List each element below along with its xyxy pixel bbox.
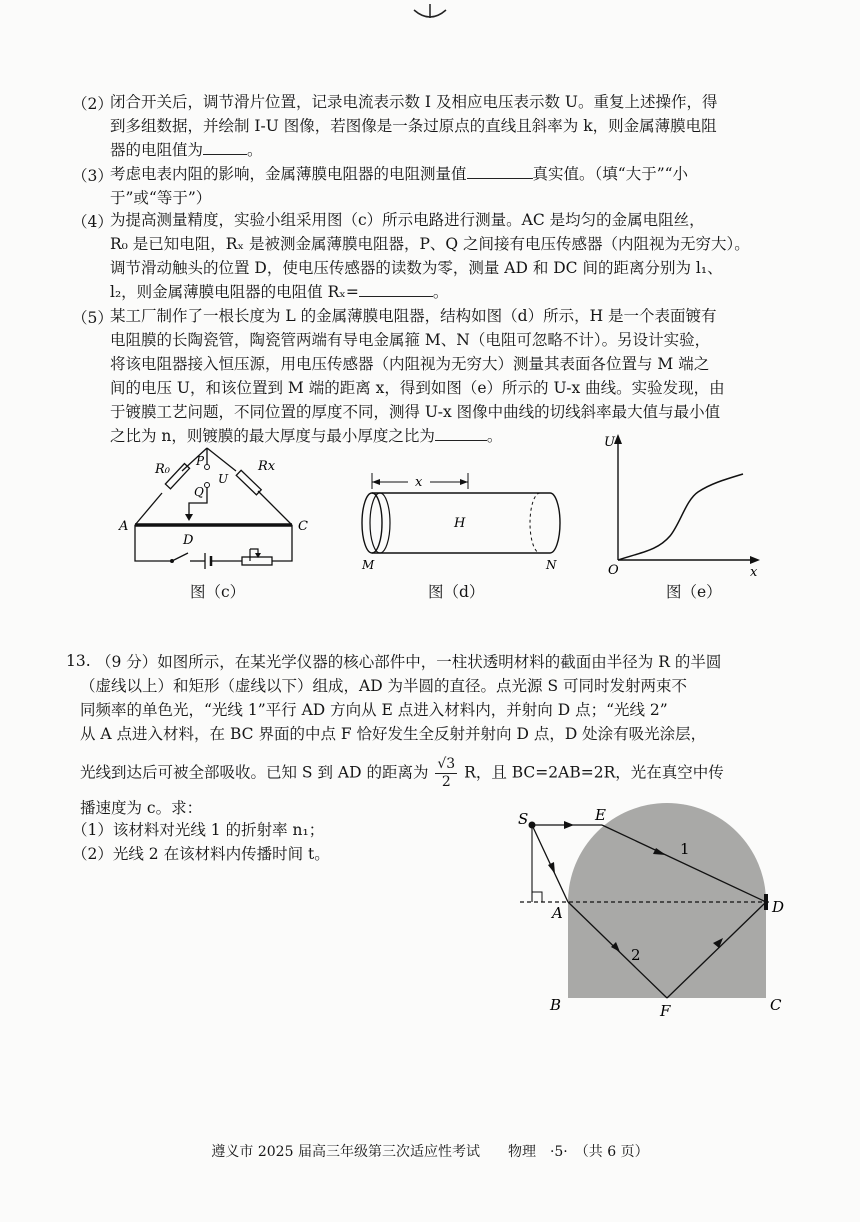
label-a: A [552,904,563,922]
arrow [548,862,555,874]
label-e: E [595,806,606,824]
text-span: 考虑电表内阻的影响，金属薄膜电阻器的电阻测量值 [110,165,467,183]
label-a: A [119,519,129,534]
answer-blank[interactable] [467,178,533,179]
text-line [110,138,263,162]
text-line: 为提高测量精度，实验小组采用图（c）所示电路进行测量。AC 是均匀的金属电阻丝， [110,211,705,229]
rheostat [242,557,272,565]
text-line [110,162,688,186]
page-footer: 遵义市 2025 届高三年级第三次适应性考试 物理 ·5· （共 6 页） [211,1144,649,1160]
text-line: 电阻膜的长陶瓷管，陶瓷管两端有导电金属箍 M、N（电阻可忽略不计）。另设计实验， [110,331,711,349]
answer-blank[interactable] [435,440,487,441]
text-span: 。 [486,427,503,445]
wire [135,493,162,525]
fraction-denominator: 2 [441,774,451,790]
text-line: 闭合开关后，调节滑片位置，记录电流表示数 I 及相应电压表示数 U。重复上述操作，得 [110,93,718,111]
x-axis-arrow [750,556,760,564]
ring-n [550,493,560,553]
text-line: （9 分）如图所示，在某光学仪器的核心部件中，一柱状透明材料的截面由半径为 R 的半圆 [96,653,722,671]
text-line: 于镀膜工艺问题，不同位置的厚度不同，测得 U-x 图像中曲线的切线斜率最大值与最小值 [110,403,721,421]
wire [135,525,172,561]
label-o: O [608,563,619,578]
text-line: 到多组数据，并绘制 I-U 图像，若图像是一条过原点的直线且斜率为 k，则金属薄膜电阻 [110,117,717,135]
label-ray-2: 2 [631,946,641,964]
question-number: 13. [66,652,91,670]
label-p: P [196,454,205,468]
fraction-numerator: √3 [437,756,456,772]
text-line: （虚线以上）和矩形（虚线以下）组成，AD 为半圆的直径。点光源 S 可同时发射两束不 [80,677,688,695]
arrow-left [372,479,380,485]
label-rx: Rx [258,459,276,474]
label-c: C [298,519,308,534]
answer-blank[interactable] [203,154,247,155]
figure-e-graph [598,430,768,580]
text-line [110,280,448,304]
ring-n-hidden [530,493,540,553]
label-f: F [660,1002,671,1020]
material-body [568,803,766,998]
text-line: 播速度为 c。求： [80,799,203,817]
label-u: U [218,472,229,486]
switch [172,553,188,561]
text-line: 从 A 点进入材料，在 BC 界面的中点 F 恰好发生全反射并射向 D 点，D 处涂有吸光涂层， [80,725,707,743]
text-span: 器的电阻值为 [110,141,204,159]
text-span: R，且 BC=2AB=2R，光在真空中传 [464,763,724,782]
u-x-curve [618,474,743,560]
question-number: （2） [72,95,113,113]
fraction [435,756,457,791]
wire [207,448,236,471]
text-span: l₂，则金属薄膜电阻器的电阻值 Rₓ= [110,283,359,301]
label-u: U [604,435,615,450]
label-q: Q [194,485,204,499]
text-span: 。 [247,141,263,159]
figure-c-caption: 图（c） [190,583,246,601]
text-line: 某工厂制作了一根长度为 L 的金属薄膜电阻器，结构如图（d）所示，H 是一个表面镀有 [110,307,717,325]
label-m: M [362,558,375,572]
sub-question-1: （1）该材料对光线 1 的折射率 n₁； [72,821,325,839]
wire [258,491,292,525]
label-h: H [454,516,466,531]
sub-question-2: （2）光线 2 在该材料内传播时间 t。 [72,845,330,863]
figure-d-caption: 图（d） [428,583,485,601]
figure-d-tube [350,465,575,575]
binding-mark [410,2,450,24]
label-d: D [183,533,194,548]
text-line: 间的电压 U，和该位置到 M 端的距离 x，得到如图（e）所示的 U-x 曲线。实验发现，由 [110,379,725,397]
label-r0: R₀ [155,462,170,477]
text-line: R₀ 是已知电阻，Rₓ 是被测金属薄膜电阻器，P、Q 之间接有电压传感器（内阻视为无穷大）。 [110,235,750,253]
label-s: S [518,810,529,828]
arrow [564,821,574,829]
terminal-q [205,483,210,488]
text-span: 真实值。（填“大于”“小 [532,165,689,183]
slider-arrow [185,514,193,521]
text-line: 将该电阻器接入恒压源，用电压传感器（内阻视为无穷大）测量其表面各位置与 M 端之 [110,355,710,373]
figure-e-caption: 图（e） [666,583,722,601]
label-x: x [750,565,758,580]
text-span: 之比为 n，则镀膜的最大厚度与最小厚度之比为 [110,427,435,445]
question-number: （3） [72,167,113,185]
text-line: 调节滑动触头的位置 D，使电压传感器的读数为零，测量 AD 和 DC 间的距离分别为 l₁、 [110,259,723,277]
label-n: N [546,558,557,572]
arrow-right [460,479,468,485]
label-ray-1: 1 [680,840,690,858]
terminal-p [205,465,210,470]
question-number: （4） [72,213,113,231]
answer-blank[interactable] [359,296,433,297]
figure-13-optics [510,800,800,1025]
label-x: x [415,475,423,490]
text-line [80,756,724,791]
right-angle-mark [532,892,542,902]
ray-2-incident [532,825,568,902]
label-b: B [550,996,562,1014]
text-line: 于”或“等于”） [110,189,212,207]
figure-c-circuit [110,445,330,580]
ring-m [362,493,382,553]
text-span: 。 [432,283,449,301]
label-c: C [770,996,782,1014]
text-line: 同频率的单色光，“光线 1”平行 AD 方向从 E 点进入材料内，并射向 D 点；“光线 2” [80,701,668,719]
wire [272,525,292,561]
label-d: D [772,898,785,916]
text-span: 光线到达后可被全部吸收。已知 S 到 AD 的距离为 [80,763,429,782]
y-axis-arrow [614,434,622,444]
ring-m-inner [370,493,390,553]
question-number: （5） [72,309,113,327]
